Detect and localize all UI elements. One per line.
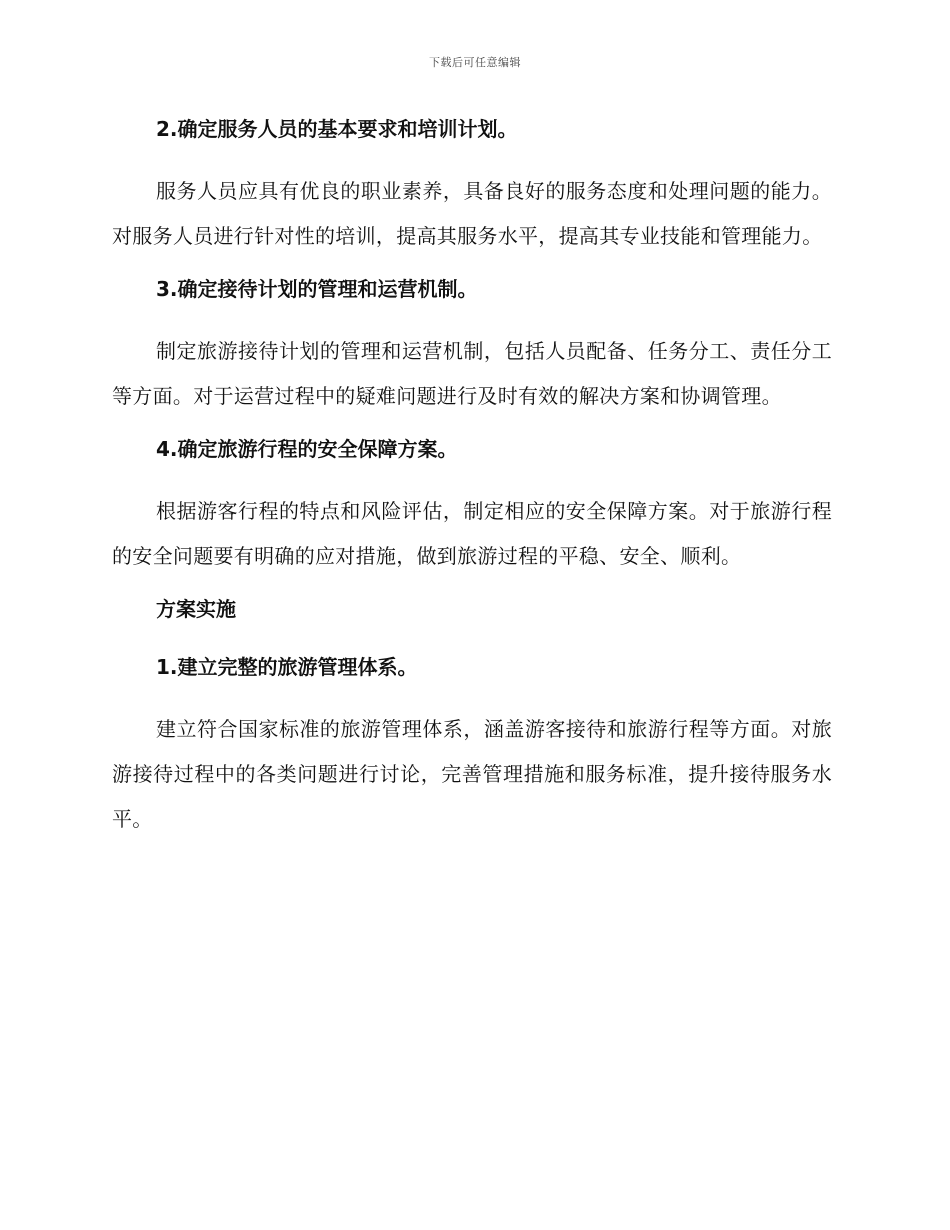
section-heading: 3.确定接待计划的管理和运营机制。 [156, 277, 478, 301]
section-heading: 1.建立完整的旅游管理体系。 [156, 655, 418, 679]
section-paragraph: 建立符合国家标准的旅游管理体系，涵盖游客接待和旅游行程等方面。对旅游接待过程中的各类问题进行讨论，完善管理措施和服务标准，提升接待服务水平。 [112, 717, 832, 831]
section-heading: 方案实施 [156, 597, 236, 621]
section-paragraph: 服务人员应具有优良的职业素养，具备良好的服务态度和处理问题的能力。对服务人员进行针对性的培训，提高其服务水平，提高其专业技能和管理能力。 [112, 179, 832, 248]
section-heading: 4.确定旅游行程的安全保障方案。 [156, 437, 458, 461]
section-paragraph: 根据游客行程的特点和风险评估，制定相应的安全保障方案。对于旅游行程的安全问题要有明确的应对措施，做到旅游过程的平稳、安全、顺利。 [112, 499, 832, 568]
document-body [112, 111, 832, 854]
page-header-note: 下载后可任意编辑 [429, 56, 521, 69]
section-heading: 2.确定服务人员的基本要求和培训计划。 [156, 117, 518, 141]
section-paragraph: 制定旅游接待计划的管理和运营机制，包括人员配备、任务分工、责任分工等方面。对于运营过程中的疑难问题进行及时有效的解决方案和协调管理。 [112, 339, 832, 408]
